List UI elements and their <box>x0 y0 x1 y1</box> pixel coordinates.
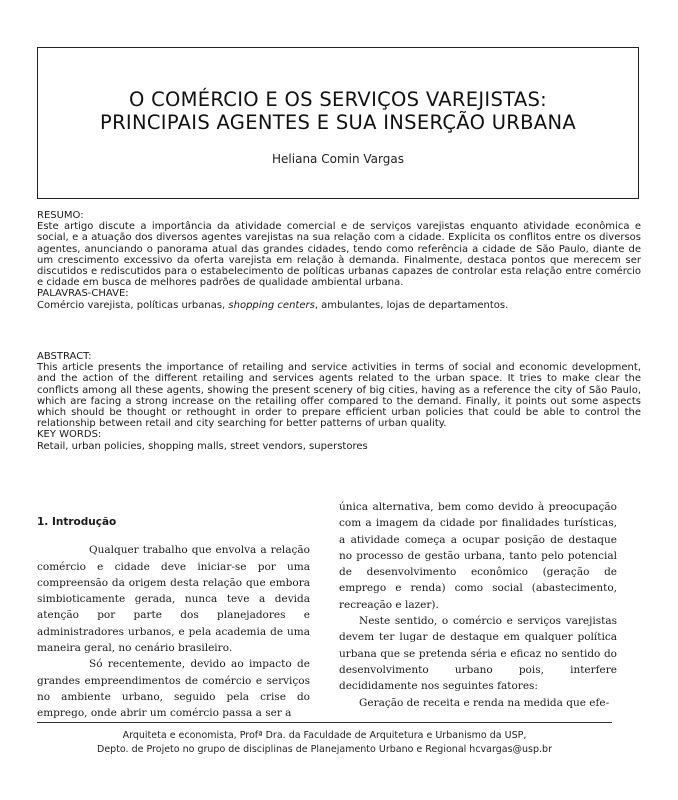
palavras-chave-label: PALAVRAS-CHAVE: <box>37 288 129 300</box>
resumo-text: Este artigo discute a importância da atividade comercial e de serviços varejistas enquanto atividade econômica e social, e a atuação dos diversos agentes varejistas na sua relação com a cidade. Explicita os conflitos entre os diversos agentes, anunciando o panorama atual das grandes cidades, tendo como referência a cidade de São Paulo, diante de um crescimento excessivo da oferta varejista em relação à demanda. Finalmente, destaca pontos que merecem ser discutidos e rediscutidos para o estabelecimento de políticas urbanas capazes de controlar esta relação entre comércio e cidade em busca de melhores padrões de qualidade ambiental urbana. <box>37 221 641 289</box>
resumo-label: RESUMO: <box>37 210 84 221</box>
article-title <box>38 88 638 134</box>
body-columns <box>37 501 641 720</box>
footnote-line-2: Depto. de Projeto no grupo de disciplinas de Planejamento Urbano e Regional hcvargas@usp.br <box>97 744 552 755</box>
abstract-label: ABSTRACT: <box>37 351 92 362</box>
palavras-chave-part-2: , ambulantes, lojas de departamentos. <box>314 299 509 311</box>
right-paragraph-2: Neste sentido, o comércio e serviços varejistas devem ter lugar de destaque em qualquer política urbana que se pretenda séria e eficaz no sentido do desenvolvimento urbano pois, interfere decididamente nos seguintes fatores: <box>339 615 617 693</box>
right-column <box>339 499 617 711</box>
abstract-section <box>37 351 641 452</box>
footnote <box>37 729 612 757</box>
title-line-2: PRINCIPAIS AGENTES E SUA INSERÇÃO URBANA <box>100 111 576 134</box>
footnote-line-1: Arquiteta e economista, Profª Dra. da Faculdade de Arquitetura e Urbanismo da USP, <box>122 730 527 741</box>
section-heading: 1. Introdução <box>37 516 117 528</box>
abstract-text: This article presents the importance of retailing and service activities in terms of social and economic development, and the action of the different retailing and services agents related to the urban space. It tries to make clear the conflicts among all these agents, showing the present scenery of big cities, having as a reference the city of São Paulo, which are facing a strong increase on the retailing offer compared to the demand. Finally, it points out some aspects which should be thought or rethought in order to prepare efficient urban policies that could be able to control the relationship between retail and city searching for better patterns of urban quality. <box>37 362 641 430</box>
palavras-chave-italic: shopping centers <box>228 299 315 311</box>
author-name: Heliana Comin Vargas <box>272 152 404 166</box>
footer-divider <box>37 722 612 723</box>
key-words-text: Retail, urban policies, shopping malls, street vendors, superstores <box>37 440 368 452</box>
palavras-chave-part-1: Comércio varejista, políticas urbanas, <box>37 299 229 311</box>
title-box <box>37 47 639 199</box>
left-paragraph-1: Qualquer trabalho que envolva a relação comércio e cidade deve iniciar-se por uma compreensão da origem desta relação que embora simbioticamente gerada, nunca teve a devida atenção por parte dos planejadores e administradores urbanos, e pela academia de uma maneira geral, no cenário brasileiro. <box>37 544 310 655</box>
palavras-chave-text <box>37 300 641 311</box>
left-paragraph-2: Só recentemente, devido ao impacto de grandes empreendimentos de comércio e serviços no ambiente urbano, seguido pela crise do emprego, onde abrir um comércio passa a ser a <box>37 658 310 720</box>
key-words-label: KEY WORDS: <box>37 429 102 441</box>
left-column <box>37 514 310 722</box>
resumo-section <box>37 210 641 311</box>
title-line-1: O COMÉRCIO E OS SERVIÇOS VAREJISTAS: <box>128 88 548 111</box>
right-paragraph-1: única alternativa, bem como devido à preocupação com a imagem da cidade por finalidades turísticas, a atividade começa a ocupar posição de destaque no processo de gestão urbana, tanto pelo potencial de desenvolvimento econômico (geração de emprego e renda) como social (abastecimento, recreação e lazer). <box>339 501 617 611</box>
right-paragraph-3: Geração de receita e renda na medida que efe- <box>359 696 610 709</box>
